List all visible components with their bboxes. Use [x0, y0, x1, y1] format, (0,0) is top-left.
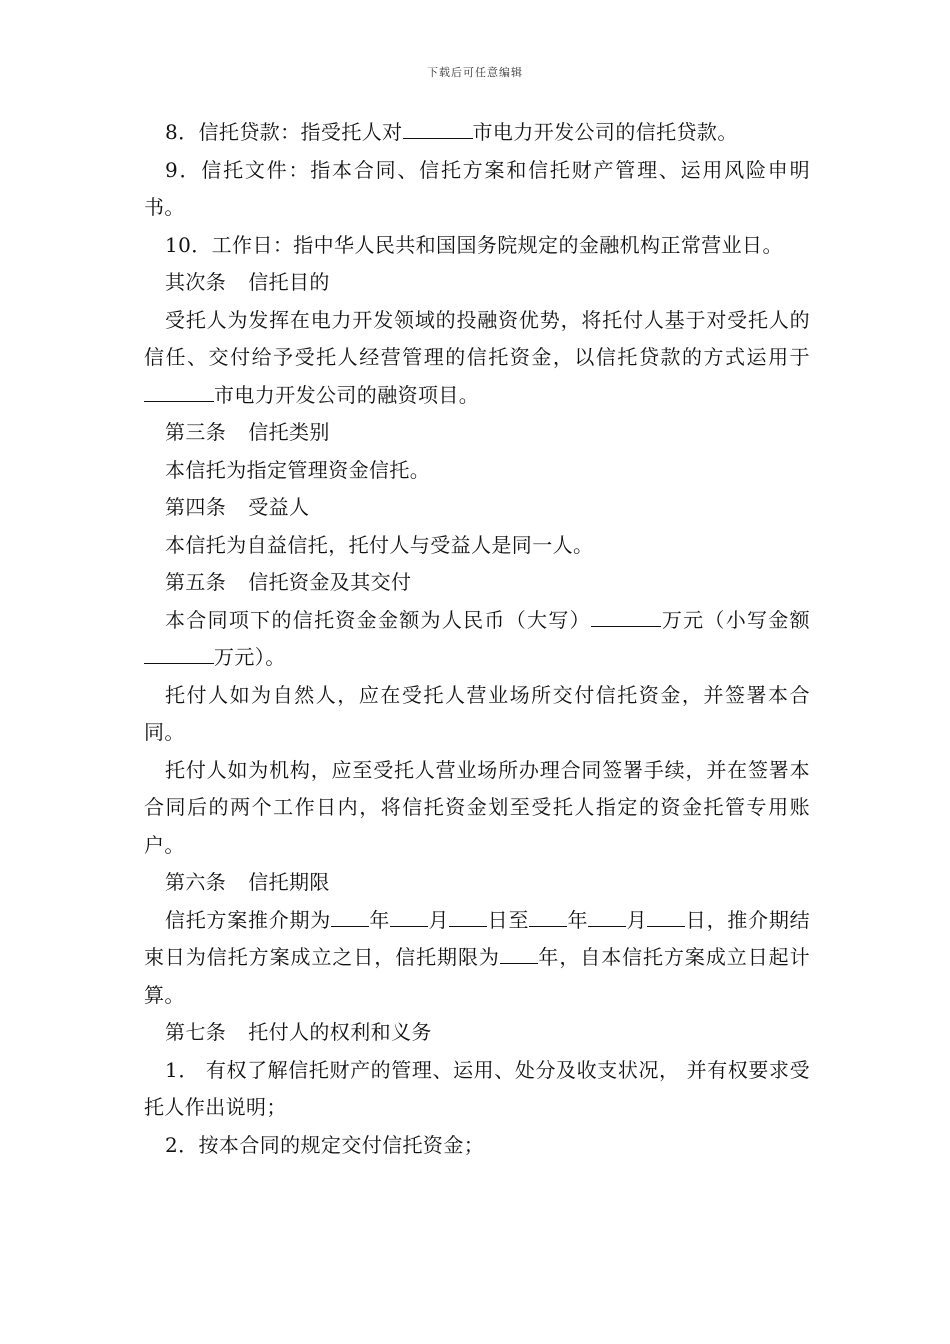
year-label: 年	[369, 907, 391, 932]
article-7-item-1: 1． 有权了解信托财产的管理、运用、处分及收支状况， 并有权要求受托人作出说明；	[144, 1057, 810, 1119]
article-3-heading	[144, 414, 810, 452]
article-2-heading	[144, 264, 810, 302]
article-number: 第七条	[165, 1020, 227, 1044]
definition-8	[144, 114, 810, 152]
definition-9: 9．信托文件：指本合同、信托方案和信托财产管理、运用风险申明书。	[144, 157, 810, 219]
article-5-text-c: 万元）。	[214, 645, 286, 669]
fill-in-blank	[529, 908, 567, 927]
article-title: 受益人	[248, 495, 310, 519]
article-5-body-1	[144, 602, 810, 677]
article-2-body	[144, 302, 810, 415]
article-3-body: 本信托为指定管理资金信托。	[165, 457, 431, 482]
article-2-body-text-a: 受托人为发挥在电力开发领域的投融资优势，将托付人基于对受托人的信任、交付给予受托人经营管理的信托资金，以信托贷款的方式运用于	[144, 307, 810, 369]
article-number: 第六条	[165, 870, 227, 894]
fill-in-blank	[390, 908, 428, 927]
article-title: 信托类别	[248, 420, 330, 444]
article-7-heading	[144, 1014, 810, 1052]
article-6-text-tail: 年，自本信托方案成立日起计算。	[144, 945, 810, 1007]
article-title: 信托目的	[248, 270, 330, 294]
page-header: 下载后可任意编辑	[427, 66, 523, 79]
fill-in-blank	[500, 945, 538, 964]
month-label: 月	[626, 907, 648, 932]
month-label: 月	[428, 907, 450, 932]
article-6-text-a: 信托方案推介期为	[165, 907, 332, 932]
article-number: 第三条	[165, 420, 227, 444]
day-label: 日至	[487, 907, 530, 932]
article-4-heading	[144, 489, 810, 527]
article-5-body-3: 托付人如为机构，应至受托人营业场所办理合同签署手续，并在签署本合同后的两个工作日内，将信托资金划至受托人指定的资金托管专用账户。	[144, 757, 810, 857]
definition-8-text-a: 8．信托贷款：指受托人对	[165, 120, 403, 144]
definition-8-text-b: 市电力开发公司的信托贷款。	[472, 120, 738, 144]
fill-in-blank	[403, 120, 473, 139]
fill-in-blank	[331, 908, 369, 927]
day-label: 日，推介期结束日为信托方案成立之日，信托期限为	[144, 907, 811, 969]
article-2-body-text-b: 市电力开发公司的融资项目。	[214, 382, 480, 407]
article-title: 信托资金及其交付	[248, 570, 412, 594]
article-5-body-2: 托付人如为自然人，应在受托人营业场所交付信托资金，并签署本合同。	[144, 682, 810, 744]
fill-in-blank	[144, 645, 214, 664]
article-title: 信托期限	[248, 870, 330, 894]
article-7-item-2: 2．按本合同的规定交付信托资金；	[165, 1132, 485, 1157]
article-5-heading	[144, 564, 810, 602]
fill-in-blank	[647, 908, 685, 927]
definition-10: 10．工作日：指中华人民共和国国务院规定的金融机构正常营业日。	[165, 232, 783, 257]
fill-in-blank	[591, 608, 661, 627]
article-4-body: 本信托为自益信托，托付人与受益人是同一人。	[165, 532, 594, 557]
fill-in-blank	[449, 908, 487, 927]
article-5-text-a: 本合同项下的信托资金金额为人民币（大写）	[165, 607, 591, 632]
fill-in-blank	[588, 908, 626, 927]
article-number: 其次条	[165, 270, 227, 294]
document-body	[144, 114, 810, 1164]
fill-in-blank	[144, 383, 214, 402]
article-title: 托付人的权利和义务	[248, 1020, 432, 1044]
year-label: 年	[567, 907, 589, 932]
article-6-heading	[144, 864, 810, 902]
article-5-text-b: 万元（小写金额	[660, 607, 810, 632]
article-6-body	[144, 902, 810, 1015]
article-number: 第四条	[165, 495, 227, 519]
article-number: 第五条	[165, 570, 227, 594]
